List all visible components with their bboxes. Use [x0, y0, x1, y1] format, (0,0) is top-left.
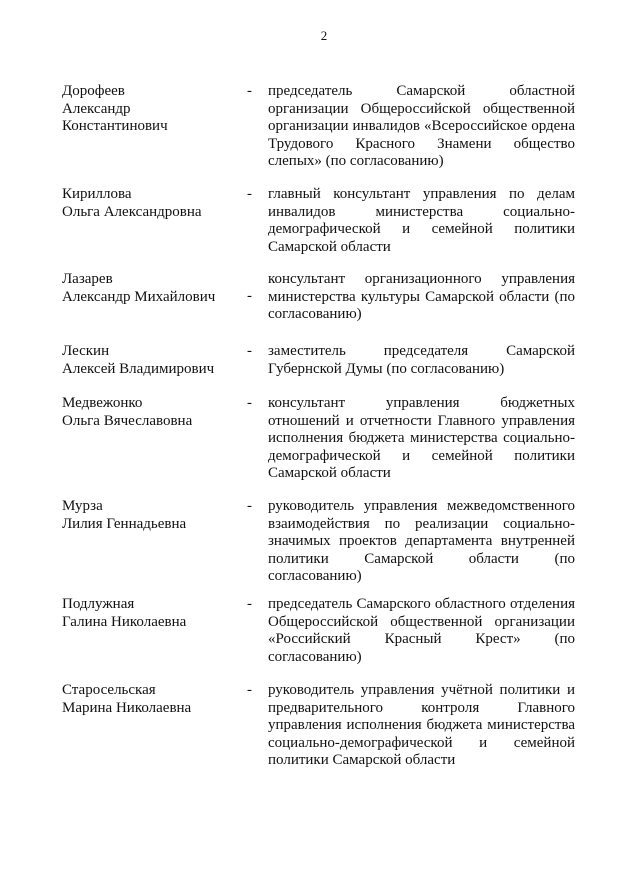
- dash-separator: -: [247, 498, 252, 514]
- name-line: Подлужная: [62, 596, 135, 612]
- name-line: Марина Николаевна: [62, 699, 192, 716]
- page-number: 2: [320, 28, 328, 43]
- person-name: [62, 395, 242, 430]
- name-line: Галина Николаевна: [62, 613, 187, 630]
- name-line: Дорофеев: [62, 83, 125, 99]
- name-line: Ольга Вячеславовна: [62, 412, 193, 429]
- name-line: Лескин: [62, 343, 110, 359]
- person-name: [62, 682, 242, 717]
- name-line: Ольга Александровна: [62, 203, 202, 220]
- dash-separator: -: [247, 343, 252, 359]
- name-line: Мурза: [62, 498, 103, 514]
- name-line: Лилия Геннадьевна: [62, 515, 187, 532]
- dash-separator: -: [247, 395, 252, 411]
- name-line: Александр: [62, 100, 131, 117]
- name-line: Старосельская: [62, 682, 156, 698]
- person-name: [62, 498, 242, 533]
- name-line: Алексей Владимирович: [62, 360, 215, 377]
- name-line: Медвежонко: [62, 395, 143, 411]
- name-line: Александр Михайлович: [62, 288, 216, 305]
- dash-separator: -: [247, 186, 252, 202]
- person-name: [62, 186, 242, 221]
- person-name: [62, 596, 242, 631]
- person-role: консультант управления бюджетных отношений и отчетности Главного управления исполнения бюджета министерства социально-демографической и семейной политики Самарской области: [268, 395, 575, 482]
- dash-separator: -: [247, 596, 252, 612]
- dash-separator: -: [247, 682, 252, 698]
- person-role: руководитель управления учётной политики и предварительного контроля Главного управления исполнения бюджета министерства социально-демографической и семейной политики Самарской области: [268, 682, 575, 769]
- person-role: руководитель управления межведомственного взаимодействия по реализации социально-значимых проектов департамента внутренней политики Самарской области (по согласованию): [268, 498, 575, 585]
- dash-separator: -: [247, 288, 252, 304]
- name-line: Константинович: [62, 118, 168, 135]
- person-name: [62, 83, 242, 136]
- person-role: главный консультант управления по делам инвалидов министерства социально-демографической и семейной политики Самарской области: [268, 186, 575, 255]
- name-line: Лазарев: [62, 271, 113, 287]
- person-name: [62, 343, 242, 378]
- person-role: председатель Самарской областной организации Общероссийской общественной организации инвалидов «Всероссийское ордена Трудового Красного Знамени общество слепых» (по согласованию): [268, 83, 575, 170]
- person-role: заместитель председателя Самарской Губернской Думы (по согласованию): [268, 343, 575, 377]
- person-role: консультант организационного управления министерства культуры Самарской области (по согласованию): [268, 271, 575, 323]
- dash-separator: -: [247, 83, 252, 99]
- person-name: [62, 271, 242, 306]
- person-role: председатель Самарского областного отделения Общероссийской общественной организации «Российский Красный Крест» (по согласованию): [268, 596, 575, 665]
- name-line: Кириллова: [62, 186, 132, 202]
